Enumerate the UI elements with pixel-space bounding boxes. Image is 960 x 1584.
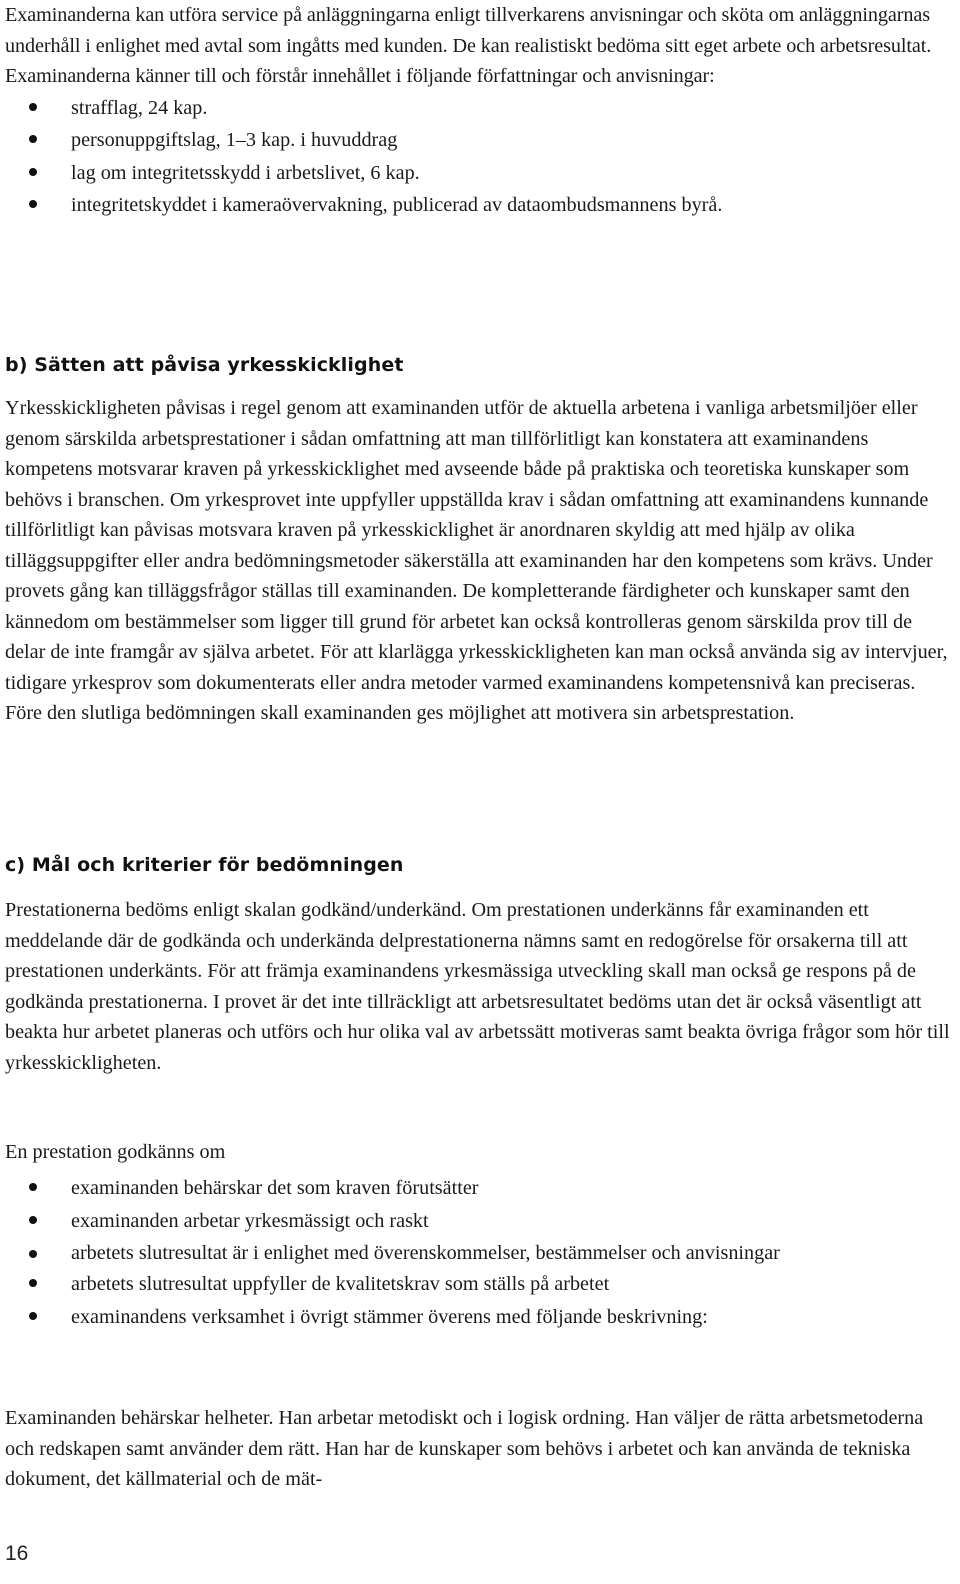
approval-list bbox=[5, 1172, 950, 1335]
bullet-icon bbox=[29, 135, 37, 143]
regulations-list bbox=[5, 92, 950, 222]
section-c-paragraph: Prestationerna bedöms enligt skalan godkänd/underkänd. Om prestationen underkänns får examinanden ett meddelande där de godkända och underkända delprestationerna nämns samt en redogörelse för orsakerna till att prestationen underkänts. För att främja examinandens yrkesmässiga utveckling skall man också ge respons på de godkända prestationerna. I provet är det inte tillräckligt att arbetsresultatet bedöms utan det är också väsentligt att beakta hur arbetet planeras och utförs och hur olika val av arbetssätt motiveras samt beakta övriga frågor som hör till yrkesskickligheten. bbox=[5, 899, 950, 1074]
closing-paragraph: Examinanden behärskar helheter. Han arbetar metodiskt och i logisk ordning. Han väljer de rätta arbetsmetoderna och redskapen samt använder dem rätt. Han har de kunskaper som behövs i arbetet och kan använda de tekniska dokument, det källmaterial och de mät- bbox=[5, 1407, 924, 1490]
list-item bbox=[5, 1268, 950, 1302]
list-item bbox=[5, 1301, 950, 1335]
list-item-text: examinanden arbetar yrkesmässigt och raskt bbox=[71, 1210, 429, 1232]
section-c-heading: c) Mål och kriterier för bedömningen bbox=[5, 854, 404, 876]
list-item-text: arbetets slutresultat är i enlighet med överenskommelser, bestämmelser och anvisningar bbox=[71, 1241, 780, 1264]
bullet-icon bbox=[29, 103, 37, 111]
section-b-body bbox=[5, 393, 950, 729]
intro-paragraph-1: Examinanderna kan utföra service på anläggningarna enligt tillverkarens anvisningar och sköta om anläggningarnas underhåll i enlighet med avtal som ingåtts med kunden. De kan realistiskt bedöma sitt eget arbete och arbetsresultat. bbox=[5, 4, 932, 57]
list-item bbox=[5, 189, 950, 222]
list-item bbox=[5, 1205, 950, 1239]
approval-intro: En prestation godkänns om bbox=[5, 1141, 226, 1163]
list-item-text: integritetskyddet i kameraövervakning, publicerad av dataombudsmannens byrå. bbox=[71, 194, 723, 216]
list-item-text: strafflag, 24 kap. bbox=[71, 96, 208, 119]
list-item-text: examinanden behärskar det som kraven förutsätter bbox=[71, 1176, 479, 1199]
bullet-icon bbox=[29, 1183, 37, 1191]
section-b-heading: b) Sätten att påvisa yrkesskicklighet bbox=[5, 354, 404, 376]
section-b bbox=[5, 350, 950, 380]
bullet-icon bbox=[29, 1250, 37, 1258]
list-item-text: arbetets slutresultat uppfyller de kvalitetskrav som ställs på arbetet bbox=[71, 1272, 610, 1295]
list-item bbox=[5, 1239, 950, 1268]
section-c-body bbox=[5, 895, 950, 1078]
section-c bbox=[5, 850, 950, 880]
list-item-text: personuppgiftslag, 1–3 kap. i huvuddrag bbox=[71, 129, 398, 151]
section-b-paragraph: Yrkesskickligheten påvisas i regel genom att examinanden utför de aktuella arbetena i vanliga arbetsmiljöer eller genom särskilda arbetsprestationer i sådan omfattning att man tillförlitligt kan konstatera att examinandens kompetens motsvarar kraven på yrkesskicklighet med avseende både på praktiska och teoretiska kunskaper som behövs i branschen. Om yrkesprovet inte uppfyller uppställda krav i sådan omfattning att examinandens kunnande tillförlitligt kan påvisas motsvara kraven på yrkesskicklighet är anordnaren skyldig att med hjälp av olika tilläggsuppgifter eller andra bedömningsmetoder säkerställa att examinanden har den kompetens som krävs. Under provets gång kan tilläggsfrågor ställas till examinanden. De kompletterande färdigheter och kunskaper samt den kännedom om bestämmelser som ligger till grund för arbetet kan också kontrolleras genom särskilda prov till de delar de inte framgår av själva arbetet. För att klarlägga yrkesskickligheten kan man också använda sig av intervjuer, tidigare yrkesprov som dokumenterats eller andra metoder varmed examinandens kompetensnivå kan preciseras. Före den slutliga bedömningen skall examinanden ges möjlighet att motivera sin arbetsprestation. bbox=[5, 397, 948, 724]
bullet-icon bbox=[29, 200, 37, 208]
closing-section bbox=[5, 1403, 950, 1495]
list-item-text: examinandens verksamhet i övrigt stämmer överens med följande beskrivning: bbox=[71, 1306, 708, 1328]
bullet-icon bbox=[29, 1279, 37, 1287]
intro-section bbox=[5, 0, 950, 222]
approval-criteria bbox=[5, 1137, 950, 1335]
page-number: 16 bbox=[5, 1542, 29, 1565]
intro-paragraph-2: Examinanderna känner till och förstår innehållet i följande författningar och anvisningar: bbox=[5, 65, 715, 87]
bullet-icon bbox=[29, 1216, 37, 1224]
bullet-icon bbox=[29, 1312, 37, 1320]
list-item bbox=[5, 1172, 950, 1206]
list-item bbox=[5, 124, 950, 157]
list-item bbox=[5, 92, 950, 125]
list-item-text: lag om integritetsskydd i arbetslivet, 6 kap. bbox=[71, 161, 420, 184]
bullet-icon bbox=[29, 168, 37, 176]
list-item bbox=[5, 157, 950, 190]
